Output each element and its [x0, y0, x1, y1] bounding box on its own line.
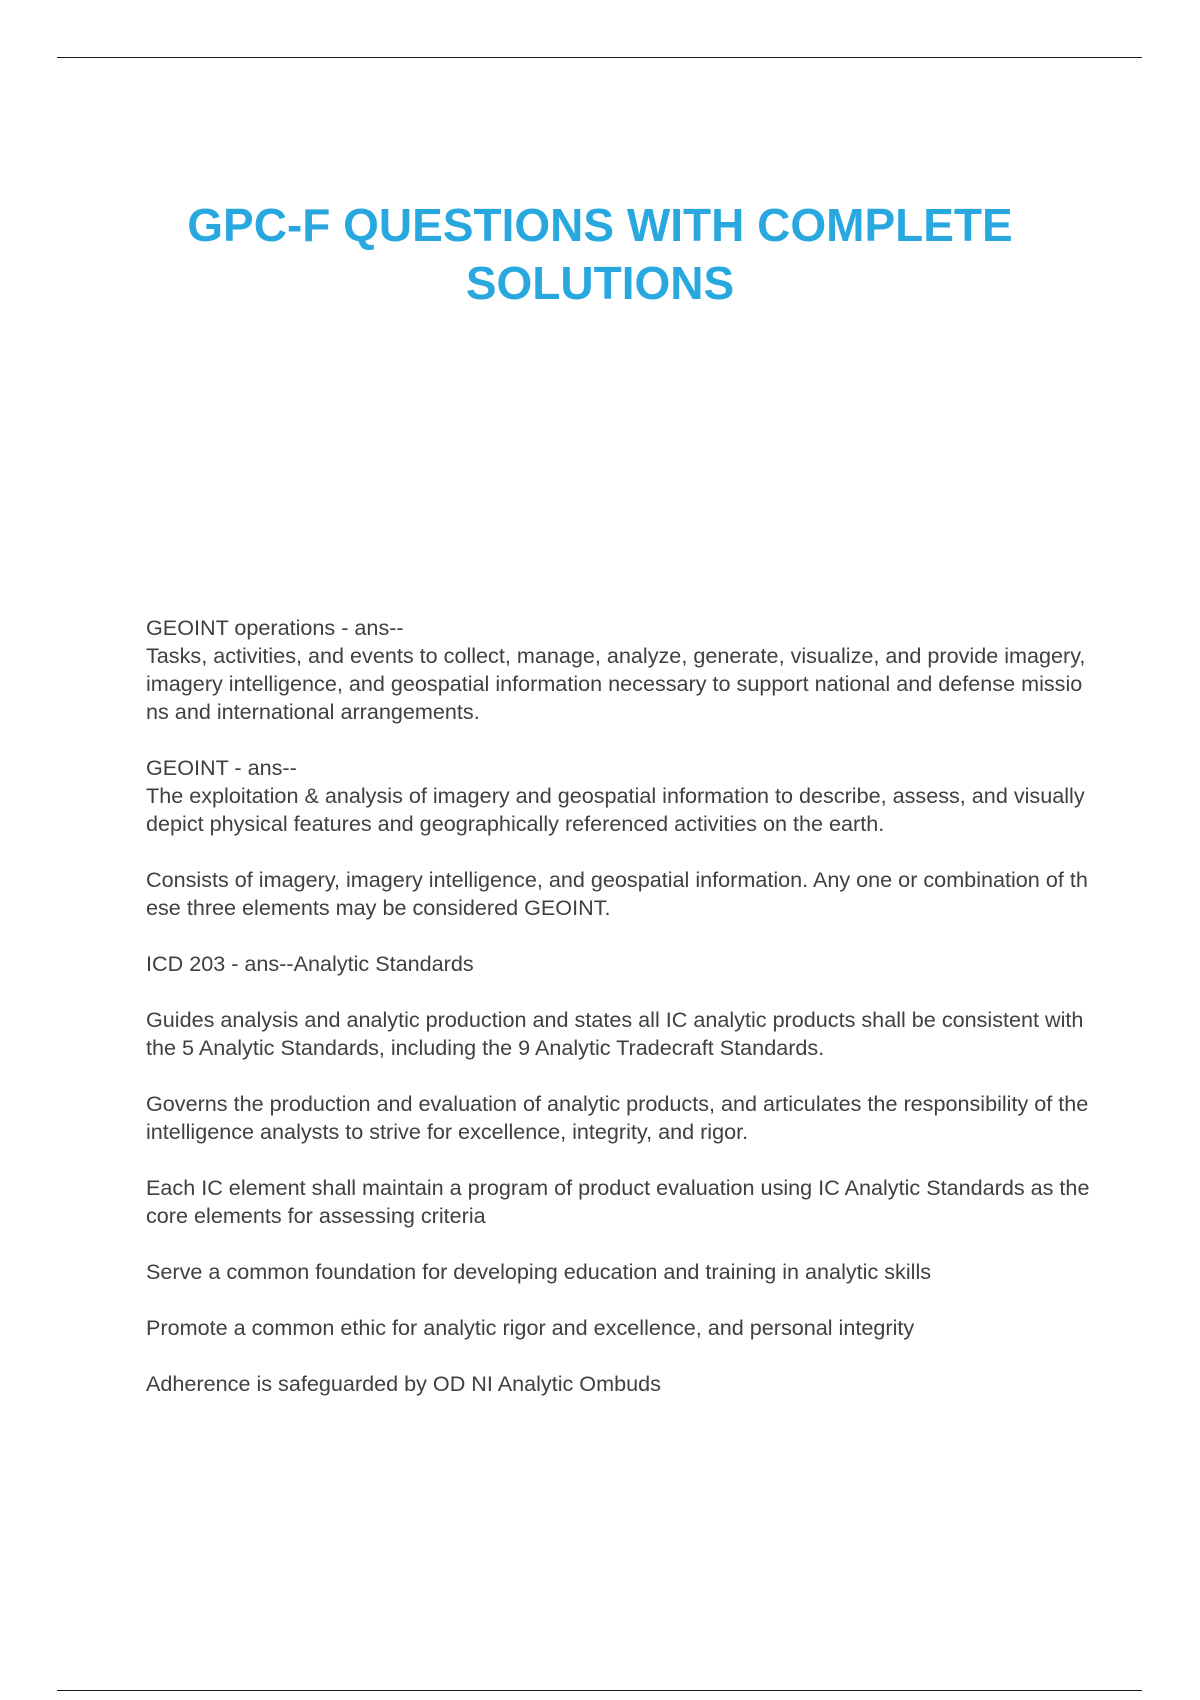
answer-text: Tasks, activities, and events to collect, manage, analyze, generate, visualize, and provide imagery, imagery intelligence, and geospatial information necessary to support national and defense missions and international arrangements.	[146, 643, 1086, 724]
question-icd-203: ICD 203 - ans--Analytic Standards	[146, 951, 474, 976]
answer-text: The exploitation & analysis of imagery and geospatial information to describe, assess, and visually depict physical features and geographically referenced activities on the earth.	[146, 783, 1085, 836]
bottom-rule	[57, 1690, 1142, 1691]
paragraph: Promote a common ethic for analytic rigor and excellence, and personal integrity	[146, 1315, 915, 1340]
paragraph: Guides analysis and analytic production and states all IC analytic products shall be consistent with the 5 Analytic Standards, including the 9 Analytic Tradecraft Standards.	[146, 1007, 1084, 1060]
paragraph: Serve a common foundation for developing education and training in analytic skills	[146, 1259, 932, 1284]
title-line-2: SOLUTIONS	[465, 257, 735, 309]
qa-block-geoint	[146, 754, 1090, 838]
question-text: GEOINT operations - ans--	[146, 615, 404, 640]
paragraph: Adherence is safeguarded by OD NI Analytic Ombuds	[146, 1371, 661, 1396]
paragraph: Governs the production and evaluation of analytic products, and articulates the responsibility of the intelligence analysts to strive for excellence, integrity, and rigor.	[146, 1091, 1089, 1144]
top-rule	[57, 57, 1142, 58]
paragraph: Consists of imagery, imagery intelligence, and geospatial information. Any one or combination of these three elements may be considered GEOINT.	[146, 867, 1088, 920]
document-title	[100, 196, 1100, 312]
document-body	[146, 614, 1090, 1426]
qa-block-geoint-operations	[146, 614, 1090, 726]
question-text: GEOINT - ans--	[146, 755, 297, 780]
paragraph: Each IC element shall maintain a program of product evaluation using IC Analytic Standards as the core elements for assessing criteria	[146, 1175, 1090, 1228]
title-line-1: GPC-F QUESTIONS WITH COMPLETE	[187, 199, 1013, 251]
